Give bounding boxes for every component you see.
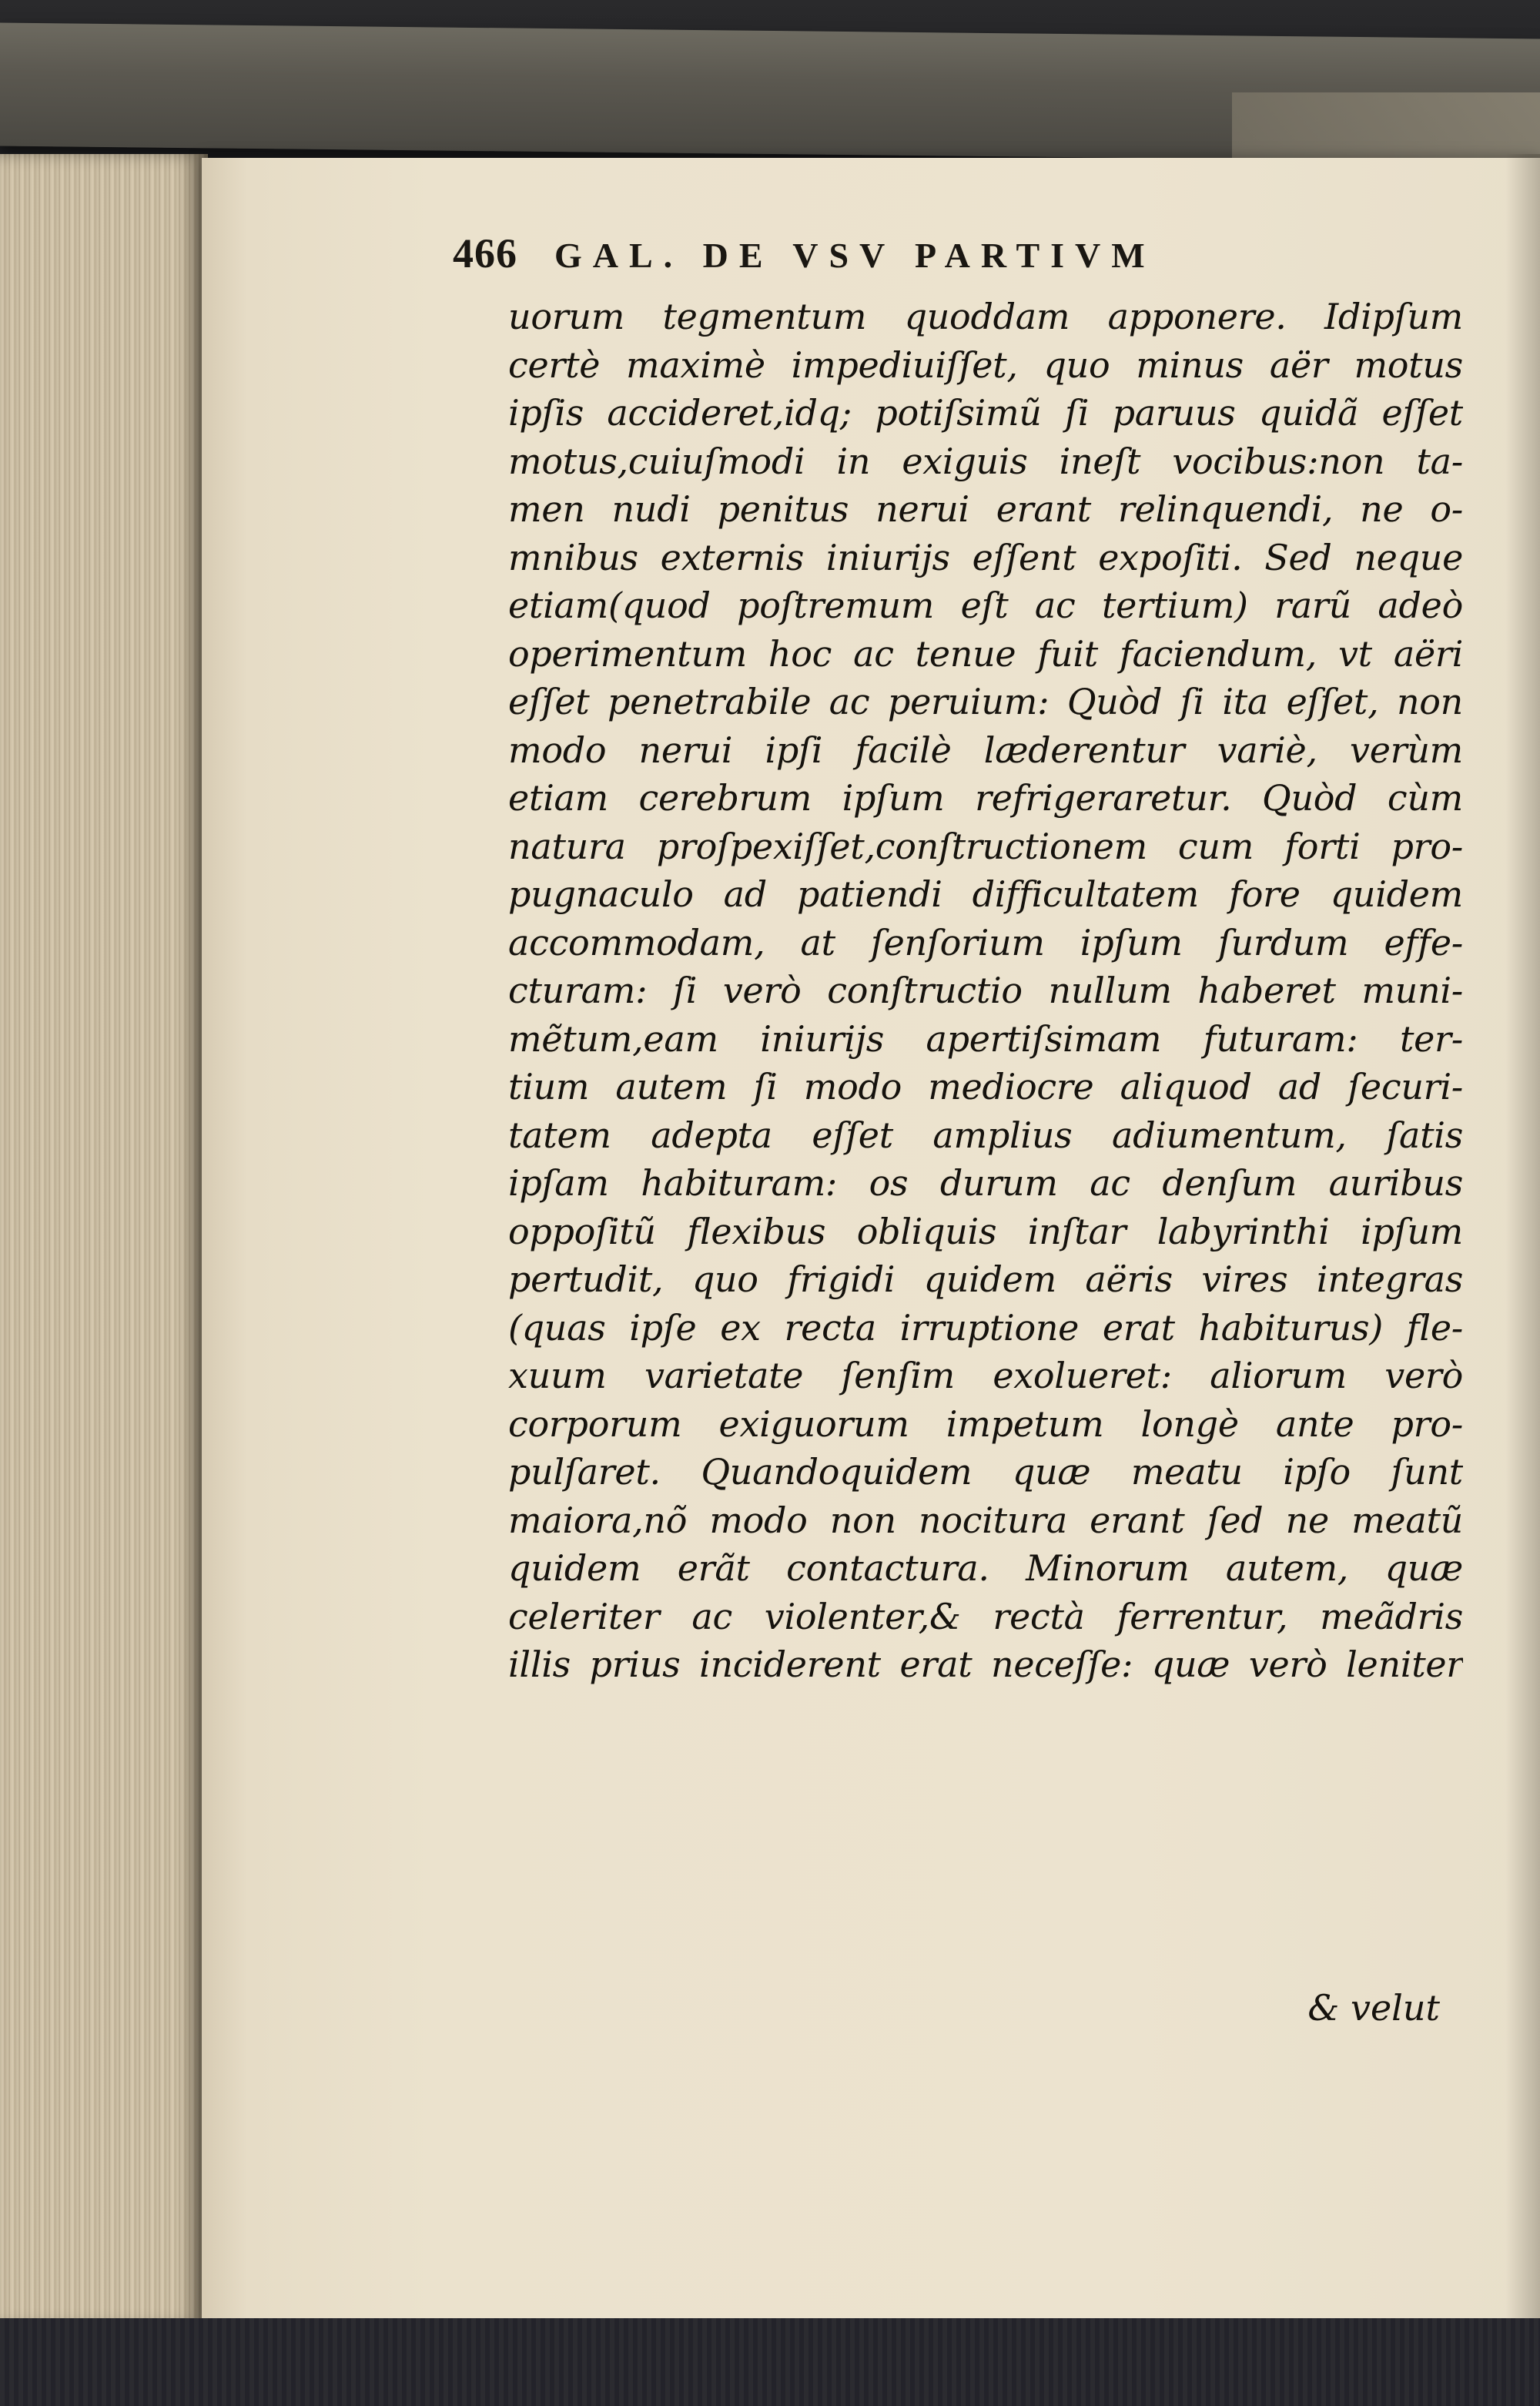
- text-line: mẽtum,eam iniurijs apertiſsimam futuram: ter-: [508, 1017, 1463, 1060]
- text-line: pulſaret. Quandoquidem quæ meatu ipſo ſunt: [508, 1451, 1463, 1493]
- cover-edge: [1232, 92, 1540, 162]
- text-line: illis prius inciderent erat neceſſe: quæ verò leniter: [508, 1644, 1463, 1685]
- body-text: [508, 293, 1463, 1689]
- text-line: celeriter ac violenter,& rectà ferrentur, meãdris: [508, 1595, 1463, 1637]
- page-header: [453, 230, 1377, 291]
- running-head: GAL. DE VSV PARTIVM: [554, 236, 1156, 275]
- text-line: xuum varietate ſenſim exolueret: aliorum verò: [508, 1355, 1463, 1396]
- text-line: tium autem ſi modo mediocre aliquod ad ſecuri-: [508, 1066, 1463, 1107]
- text-line: certè maximè impediuiſſet, quo minus aër motus: [508, 343, 1463, 386]
- text-line: modo nerui ipſi facilè læderentur variè, verùm: [508, 729, 1463, 771]
- page-edge-shadow: [1505, 154, 1540, 2326]
- text-line: (quas ipſe ex recta irruptione erat habiturus) fle-: [508, 1306, 1463, 1349]
- text-line: uorum tegmentum quoddam apponere. Idipſum: [508, 296, 1463, 337]
- text-line: corporum exiguorum impetum longè ante pro-: [508, 1402, 1463, 1445]
- text-line: quidem erãt contactura. Minorum autem, quæ: [508, 1547, 1463, 1589]
- text-line: motus,cuiuſmodi in exiguis ineſt vocibus:non ta-: [508, 440, 1463, 482]
- text-line: etiam cerebrum ipſum refrigeraretur. Quòd cùm: [508, 777, 1463, 819]
- text-line: oppoſitũ flexibus obliquis inſtar labyrinthi ipſum: [508, 1210, 1463, 1252]
- page-number: 466: [453, 230, 517, 276]
- text-line: eſſet penetrabile ac peruium: Quòd ſi ita eſſet, non: [508, 681, 1463, 722]
- background-cloth: [0, 2318, 1540, 2406]
- text-line: men nudi penitus nerui erant relinquendi, ne o-: [508, 488, 1463, 530]
- text-line: etiam(quod poſtremum eſt ac tertium) rarũ adeò: [508, 585, 1463, 626]
- text-line: accommodam, at ſenſorium ipſum ſurdum effe-: [508, 921, 1463, 963]
- text-line: pugnaculo ad patiendi difficultatem fore quidem: [508, 873, 1463, 915]
- text-line: cturam: ſi verò conſtructio nullum haberet muni-: [508, 970, 1463, 1011]
- text-line: natura proſpexiſſet,conſtructionem cum forti pro-: [508, 825, 1463, 867]
- catchword: & velut: [1307, 1987, 1440, 2029]
- text-line: ipſis accideret,idq; potiſsimũ ſi paruus quidã eſſet: [508, 392, 1463, 434]
- text-line: pertudit, quo frigidi quidem aëris vires integras: [508, 1258, 1463, 1300]
- text-line: operimentum hoc ac tenue fuit faciendum, vt aëri: [508, 632, 1463, 675]
- text-line: maiora,nõ modo non nocitura erant ſed ne meatũ: [508, 1499, 1463, 1541]
- text-line: tatem adepta eſſet amplius adiumentum, ſatis: [508, 1114, 1463, 1156]
- text-line: ipſam habituram: os durum ac denſum auribus: [508, 1162, 1463, 1204]
- text-line: mnibus externis iniurijs eſſent expoſiti. Sed neque: [508, 536, 1463, 578]
